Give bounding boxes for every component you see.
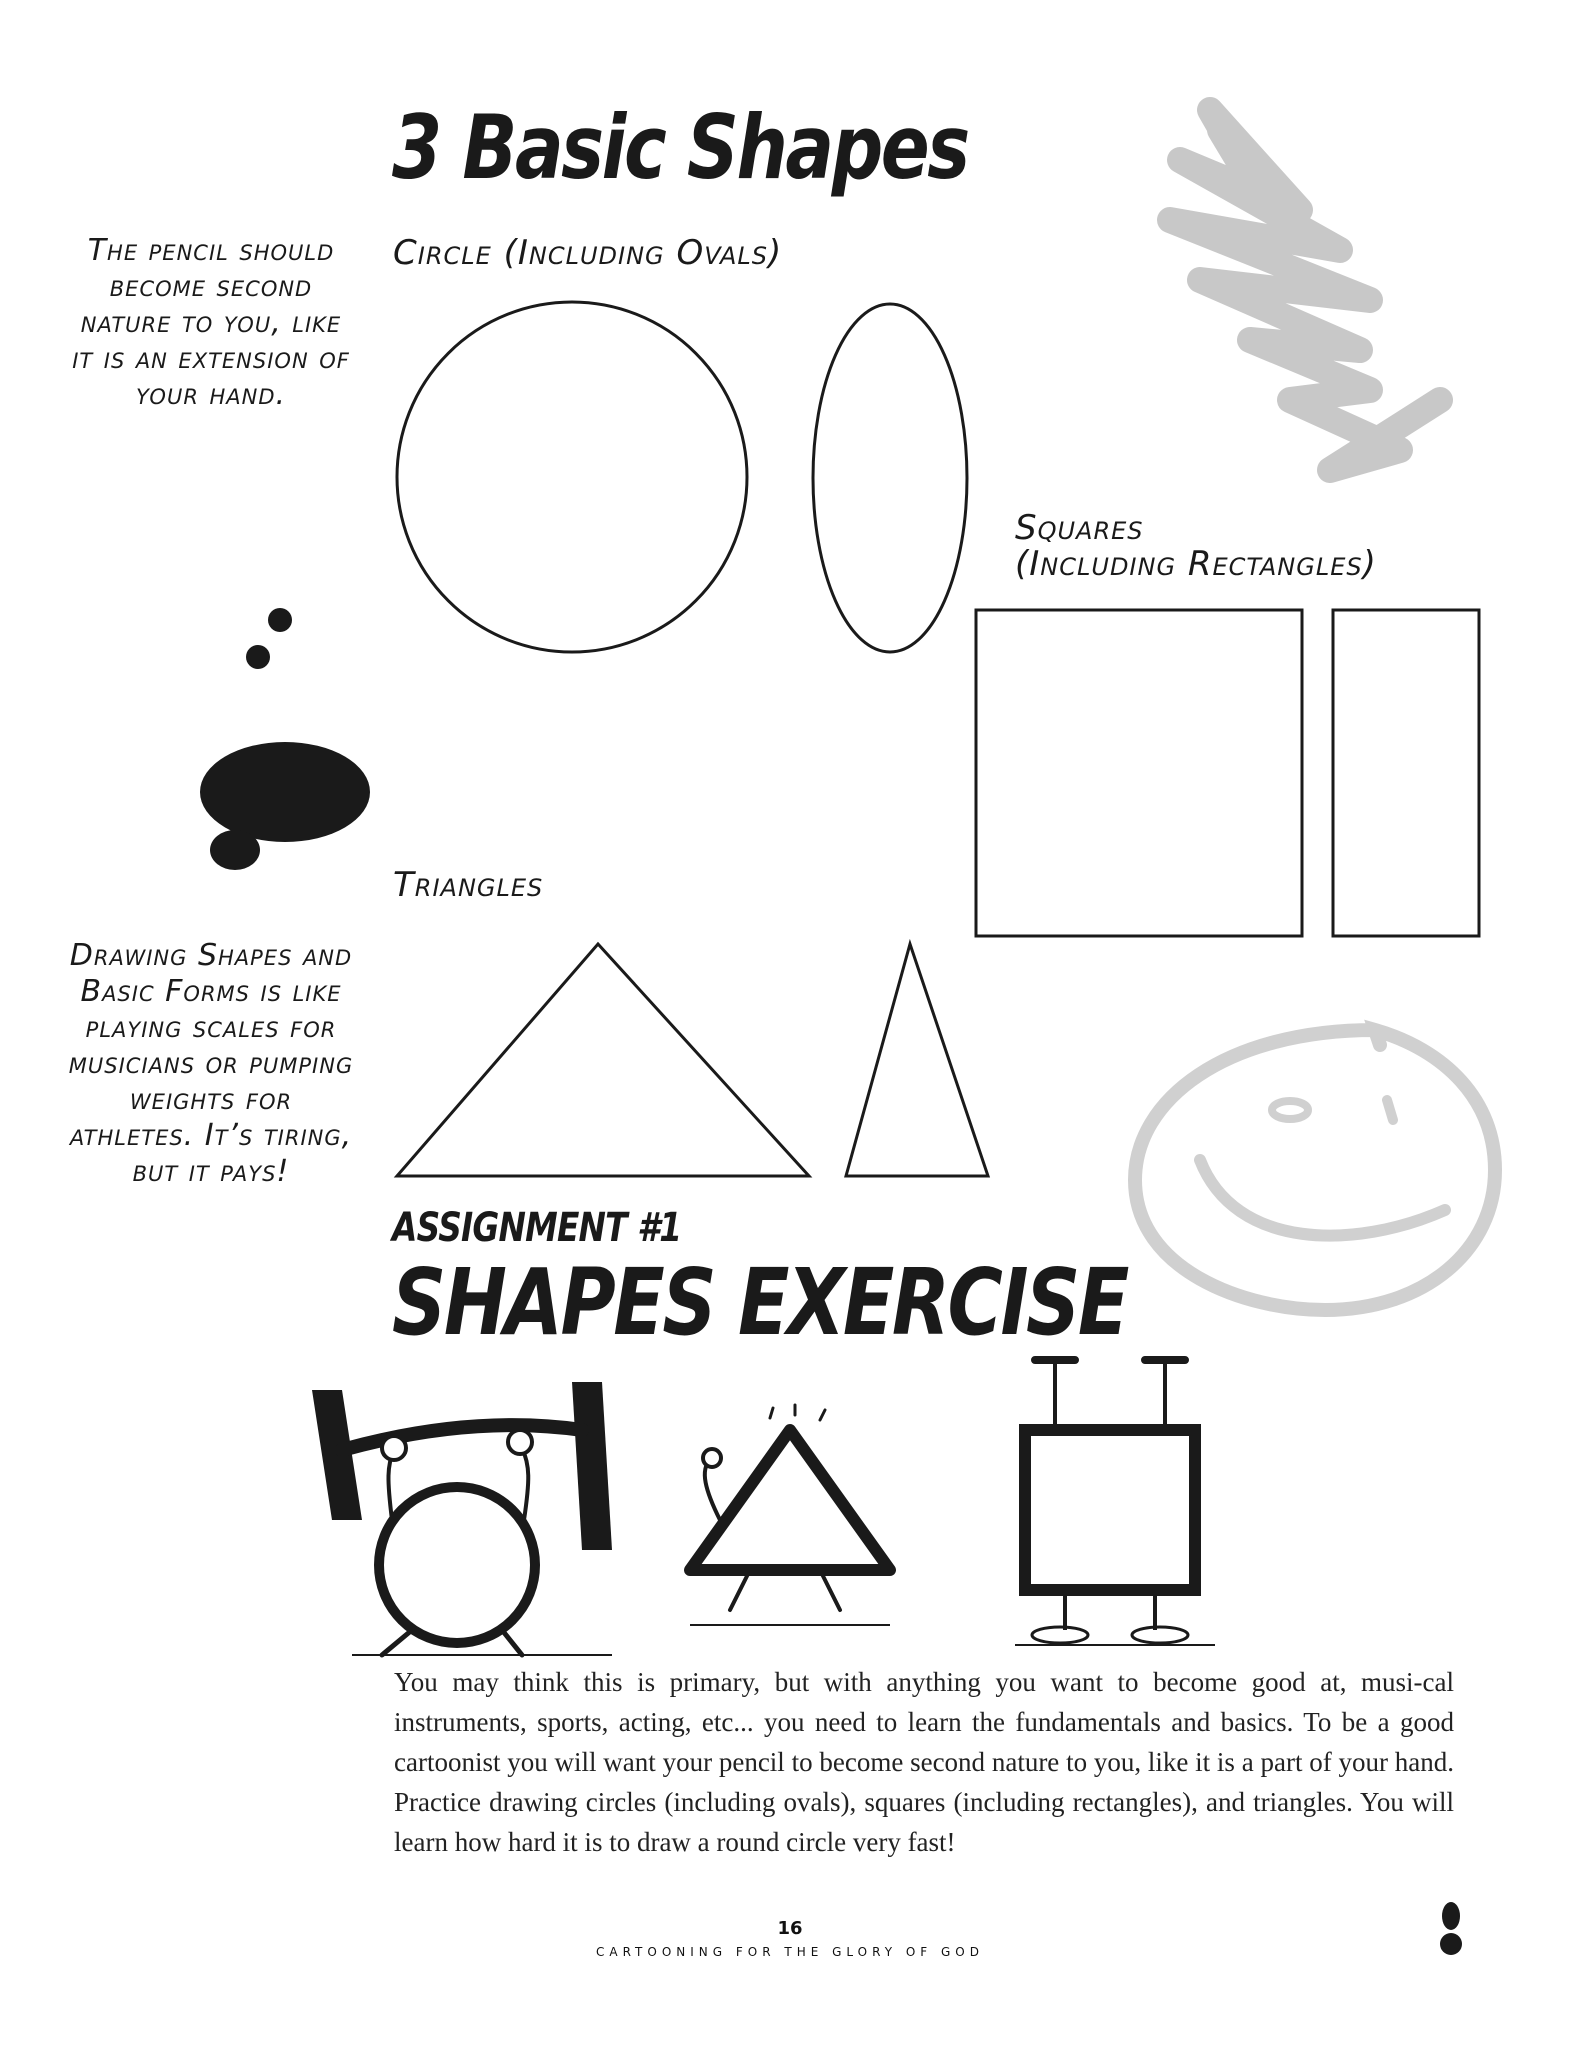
triangle-dancer-illustration [660, 1400, 920, 1640]
circle-weightlifter-illustration [292, 1370, 662, 1670]
exclamation-mark-icon [1436, 1898, 1466, 1958]
squares-label-line1: Squares [1015, 508, 1144, 548]
assignment-label: ASSIGNMENT #1 [392, 1205, 682, 1251]
book-title-footer: CARTOONING FOR THE GLORY OF GOD [596, 1945, 984, 1959]
triangle-wide-shape [393, 940, 813, 1180]
assignment-body-text: You may think this is primary, but with anything you want to become good at, musi-cal instruments, sports, acting, etc... you need to learn the fundamentals and basics. To be a good cartoonist you will want your pencil to become second nature to you, like it is a part of your hand. Practice drawing circles (including ovals), squares (including rectangles), and triangles. You will learn how hard it is to draw a round circle very fast! [394, 1667, 1454, 1857]
triangle-tall-shape [842, 940, 992, 1180]
page-title: 3 Basic Shapes [392, 96, 968, 199]
square-shape [974, 608, 1304, 938]
assignment-title: SHAPES EXERCISE [392, 1249, 1128, 1356]
sidebar-quote-top: The pencil should become second nature to you, like it is an extension of your hand. [72, 233, 350, 412]
circle-shape [395, 300, 750, 655]
square-handstand-illustration [985, 1340, 1245, 1660]
thought-bubble-illustration [190, 600, 390, 880]
smiley-face-illustration [1125, 1020, 1505, 1320]
rectangle-shape [1331, 608, 1481, 938]
oval-shape [810, 302, 970, 654]
circle-label: Circle (Including Ovals) [393, 233, 783, 273]
gray-scribble-illustration [1140, 100, 1470, 500]
page-number: 16 [777, 1918, 803, 1939]
squares-label-line2: (Including Rectangles) [1015, 544, 1377, 584]
sidebar-quote-bottom: Drawing Shapes and Basic Forms is like playing scales for musicians or pumping weights for athletes. It’s tiring, but it pays! [68, 938, 354, 1189]
triangles-label: Triangles [393, 865, 544, 905]
